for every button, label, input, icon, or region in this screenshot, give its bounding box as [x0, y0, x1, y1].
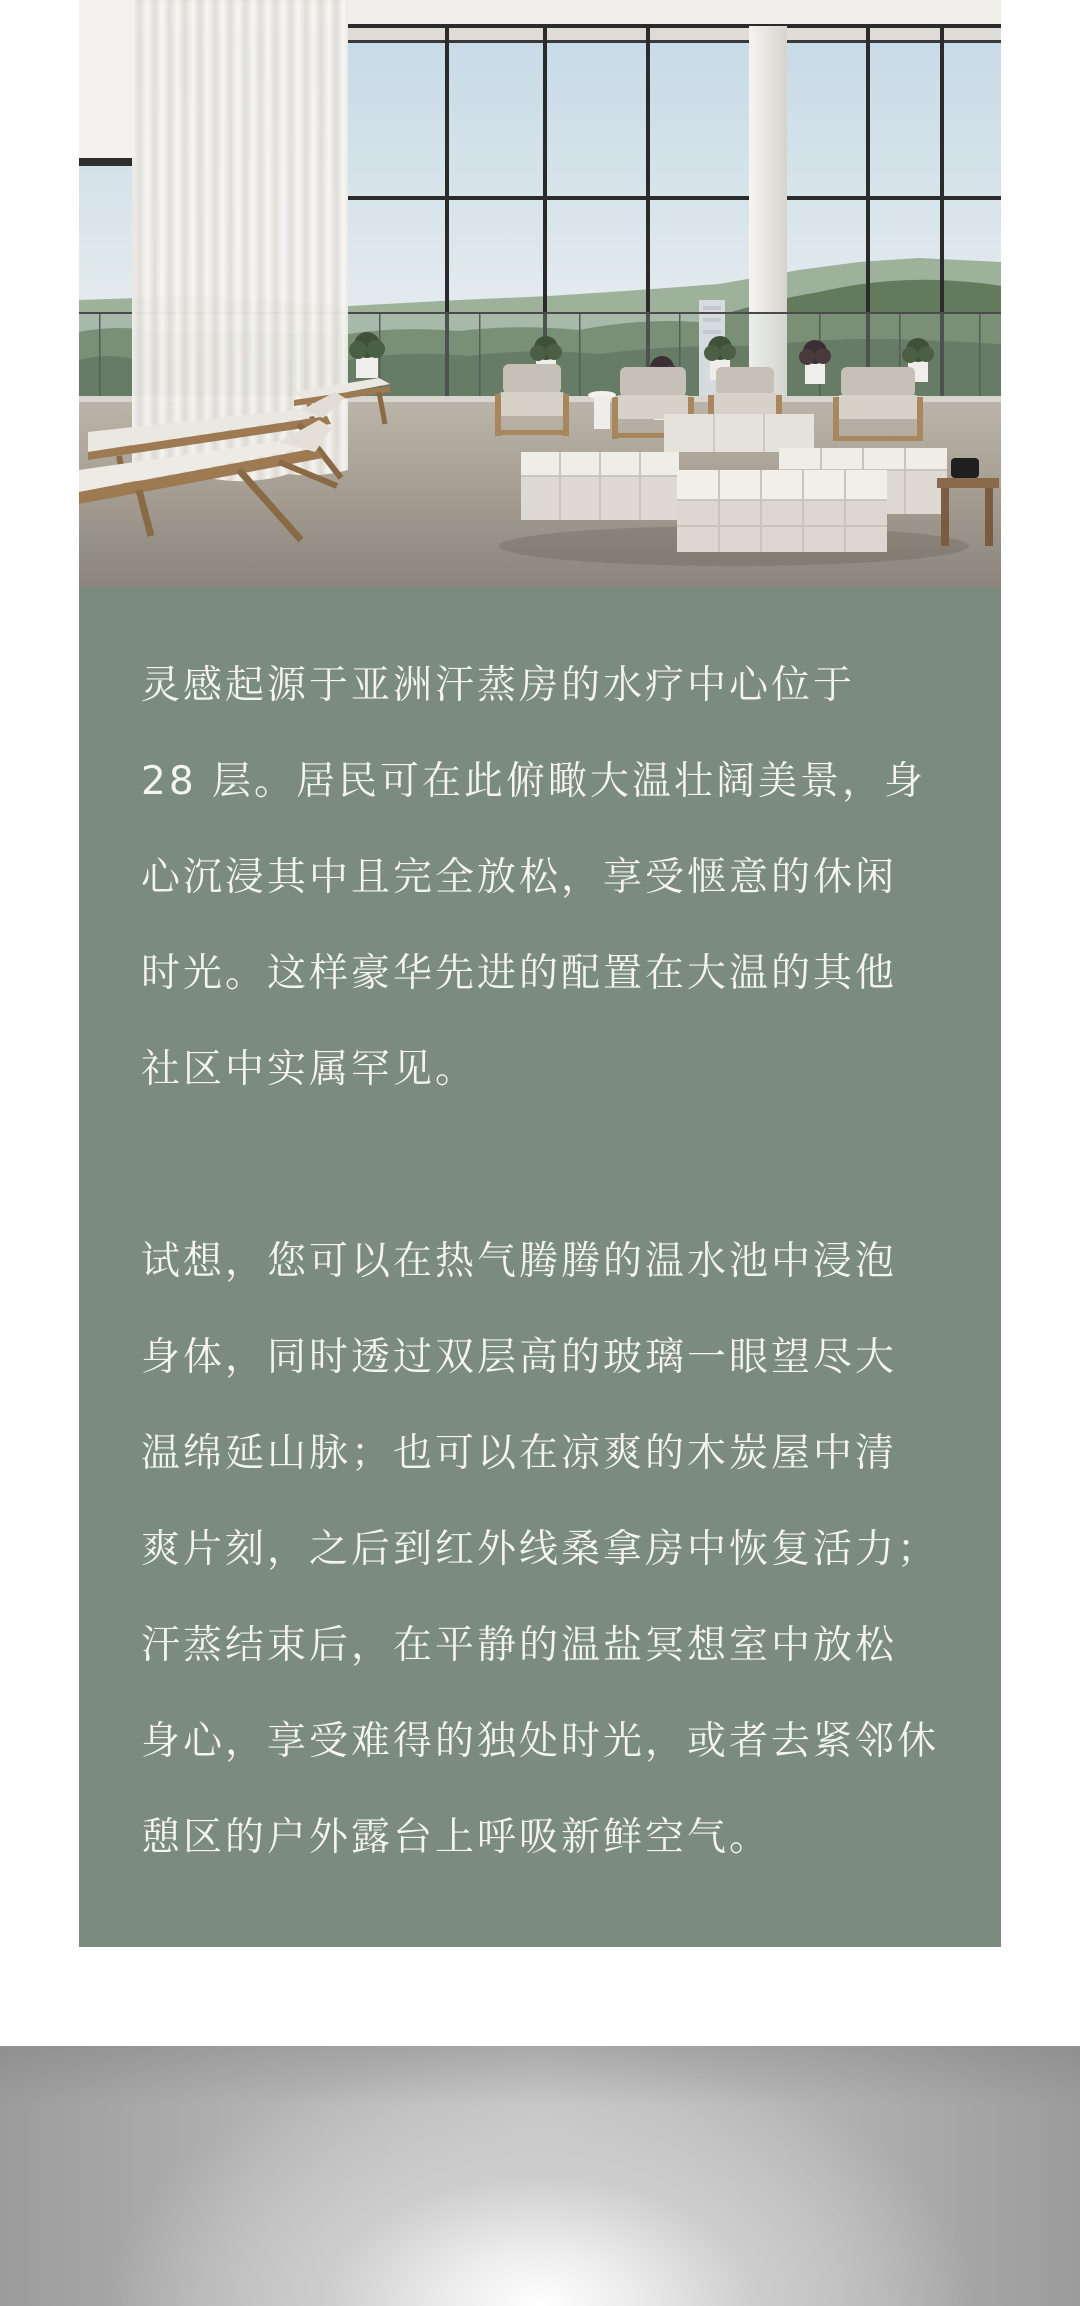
text-panel: [79, 588, 1001, 1947]
text-line: 身体，同时透过双层高的玻璃一眼望尽大: [141, 1335, 898, 1380]
text-line: 心沉浸其中且完全放松，享受惬意的休闲: [141, 855, 898, 900]
text-line: 汗蒸结束后，在平静的温盐冥想室中放松: [141, 1623, 898, 1668]
next-image: [0, 2046, 1080, 2306]
text-line: 憩区的户外露台上呼吸新鲜空气。: [141, 1815, 772, 1860]
text-line: 爽片刻，之后到红外线桑拿房中恢复活力；: [141, 1527, 940, 1572]
spa-lounge-illustration: [79, 0, 1001, 588]
text-line: 28 层。居民可在此俯瞰大温壮阔美景，身: [141, 759, 927, 804]
paragraph-spa-intro: [141, 638, 961, 1118]
text-line: 灵感起源于亚洲汗蒸房的水疗中心位于: [141, 663, 856, 708]
text-line: 社区中实属罕见。: [141, 1047, 478, 1092]
text-line: 身心，享受难得的独处时光，或者去紧邻休: [141, 1719, 940, 1764]
text-line: 试想，您可以在热气腾腾的温水池中浸泡: [141, 1239, 898, 1284]
paragraph-spa-experience: [141, 1214, 961, 1886]
text-line: 温绵延山脉；也可以在凉爽的木炭屋中清: [141, 1431, 898, 1476]
text-line: 时光。这样豪华先进的配置在大温的其他: [141, 951, 898, 996]
image-shade: [0, 2046, 1080, 2106]
hero-image: [79, 0, 1001, 588]
